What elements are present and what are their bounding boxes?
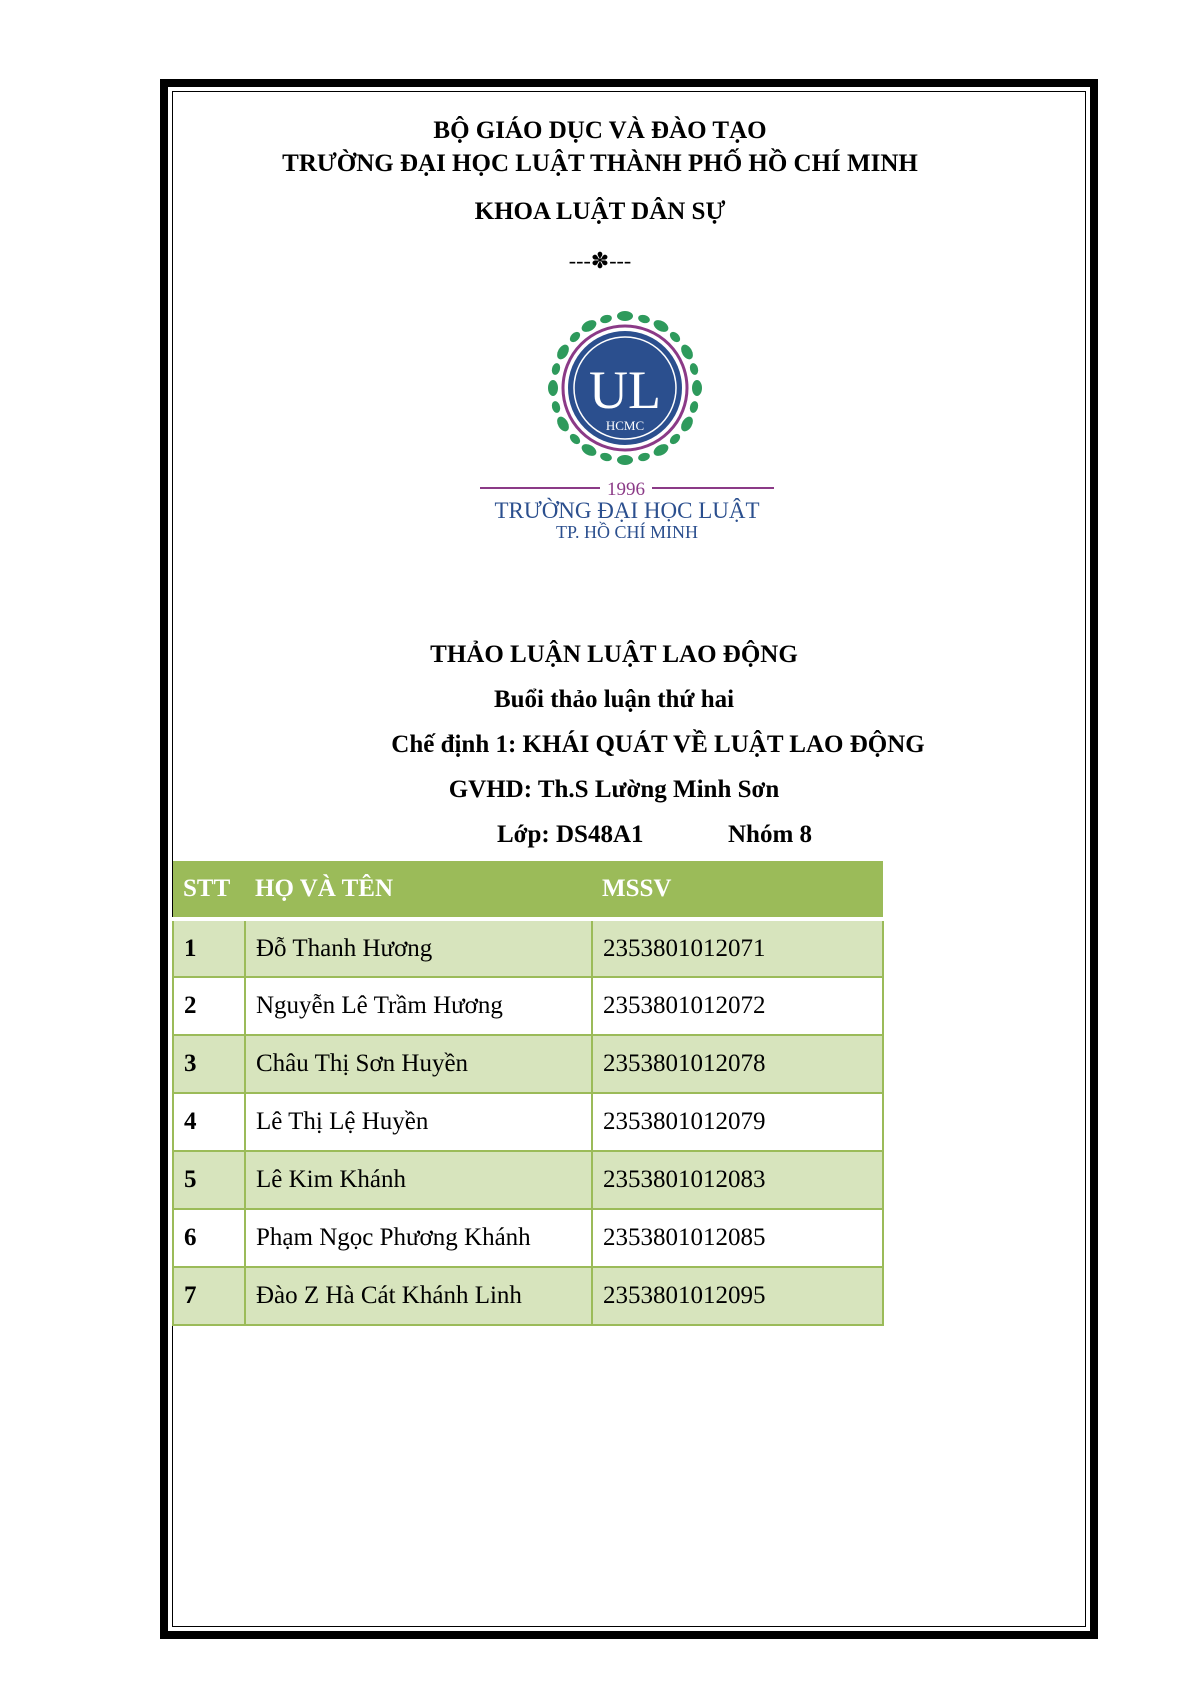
row-name: Đỗ Thanh Hương xyxy=(245,919,592,977)
faculty-heading: KHOA LUẬT DÂN SỰ xyxy=(474,198,726,225)
row-mssv: 2353801012095 xyxy=(592,1267,883,1325)
row-mssv: 2353801012083 xyxy=(592,1151,883,1209)
row-mssv: 2353801012072 xyxy=(592,977,883,1035)
ministry-heading: BỘ GIÁO DỤC VÀ ĐÀO TẠO xyxy=(433,117,767,144)
row-mssv: 2353801012079 xyxy=(592,1093,883,1151)
topic-line: Chế định 1: KHÁI QUÁT VỀ LUẬT LAO ĐỘNG xyxy=(391,731,925,758)
header-name: HỌ VÀ TÊN xyxy=(245,861,592,919)
university-logo xyxy=(460,300,790,540)
header-stt: STT xyxy=(173,861,245,919)
table-row xyxy=(173,1209,883,1267)
row-stt: 2 xyxy=(173,977,245,1035)
table-row xyxy=(173,919,883,977)
logo-name-line1: TRƯỜNG ĐẠI HỌC LUẬT xyxy=(494,498,760,523)
table-row xyxy=(173,1267,883,1325)
row-name: Lê Thị Lệ Huyền xyxy=(245,1093,592,1151)
ornament-divider: ---✽--- xyxy=(568,248,632,273)
group-label: Nhóm 8 xyxy=(728,821,813,848)
logo-monogram: UL xyxy=(589,360,661,420)
logo-year: 1996 xyxy=(607,479,645,500)
row-mssv: 2353801012085 xyxy=(592,1209,883,1267)
row-name: Lê Kim Khánh xyxy=(245,1151,592,1209)
table-row xyxy=(173,1093,883,1151)
row-name: Đào Z Hà Cát Khánh Linh xyxy=(245,1267,592,1325)
table-row xyxy=(173,1151,883,1209)
table-row xyxy=(173,977,883,1035)
table-header-row xyxy=(173,861,883,919)
logo-name-line2: TP. HỒ CHÍ MINH xyxy=(555,522,699,540)
row-stt: 7 xyxy=(173,1267,245,1325)
row-stt: 3 xyxy=(173,1035,245,1093)
row-mssv: 2353801012071 xyxy=(592,919,883,977)
row-stt: 1 xyxy=(173,919,245,977)
university-heading: TRƯỜNG ĐẠI HỌC LUẬT THÀNH PHỐ HỒ CHÍ MINH xyxy=(282,150,918,177)
member-table xyxy=(172,861,884,1326)
table-row xyxy=(173,1035,883,1093)
row-name: Phạm Ngọc Phương Khánh xyxy=(245,1209,592,1267)
row-stt: 4 xyxy=(173,1093,245,1151)
row-mssv: 2353801012078 xyxy=(592,1035,883,1093)
row-stt: 5 xyxy=(173,1151,245,1209)
row-name: Châu Thị Sơn Huyền xyxy=(245,1035,592,1093)
cover-title: THẢO LUẬN LUẬT LAO ĐỘNG xyxy=(430,641,798,668)
row-stt: 6 xyxy=(173,1209,245,1267)
header-mssv: MSSV xyxy=(592,861,883,919)
logo-city: HCMC xyxy=(605,418,645,433)
row-name: Nguyễn Lê Trầm Hương xyxy=(245,977,592,1035)
class-label: Lớp: DS48A1 xyxy=(497,821,644,848)
session-line: Buổi thảo luận thứ hai xyxy=(493,686,735,713)
instructor-line: GVHD: Th.S Lường Minh Sơn xyxy=(448,776,780,803)
